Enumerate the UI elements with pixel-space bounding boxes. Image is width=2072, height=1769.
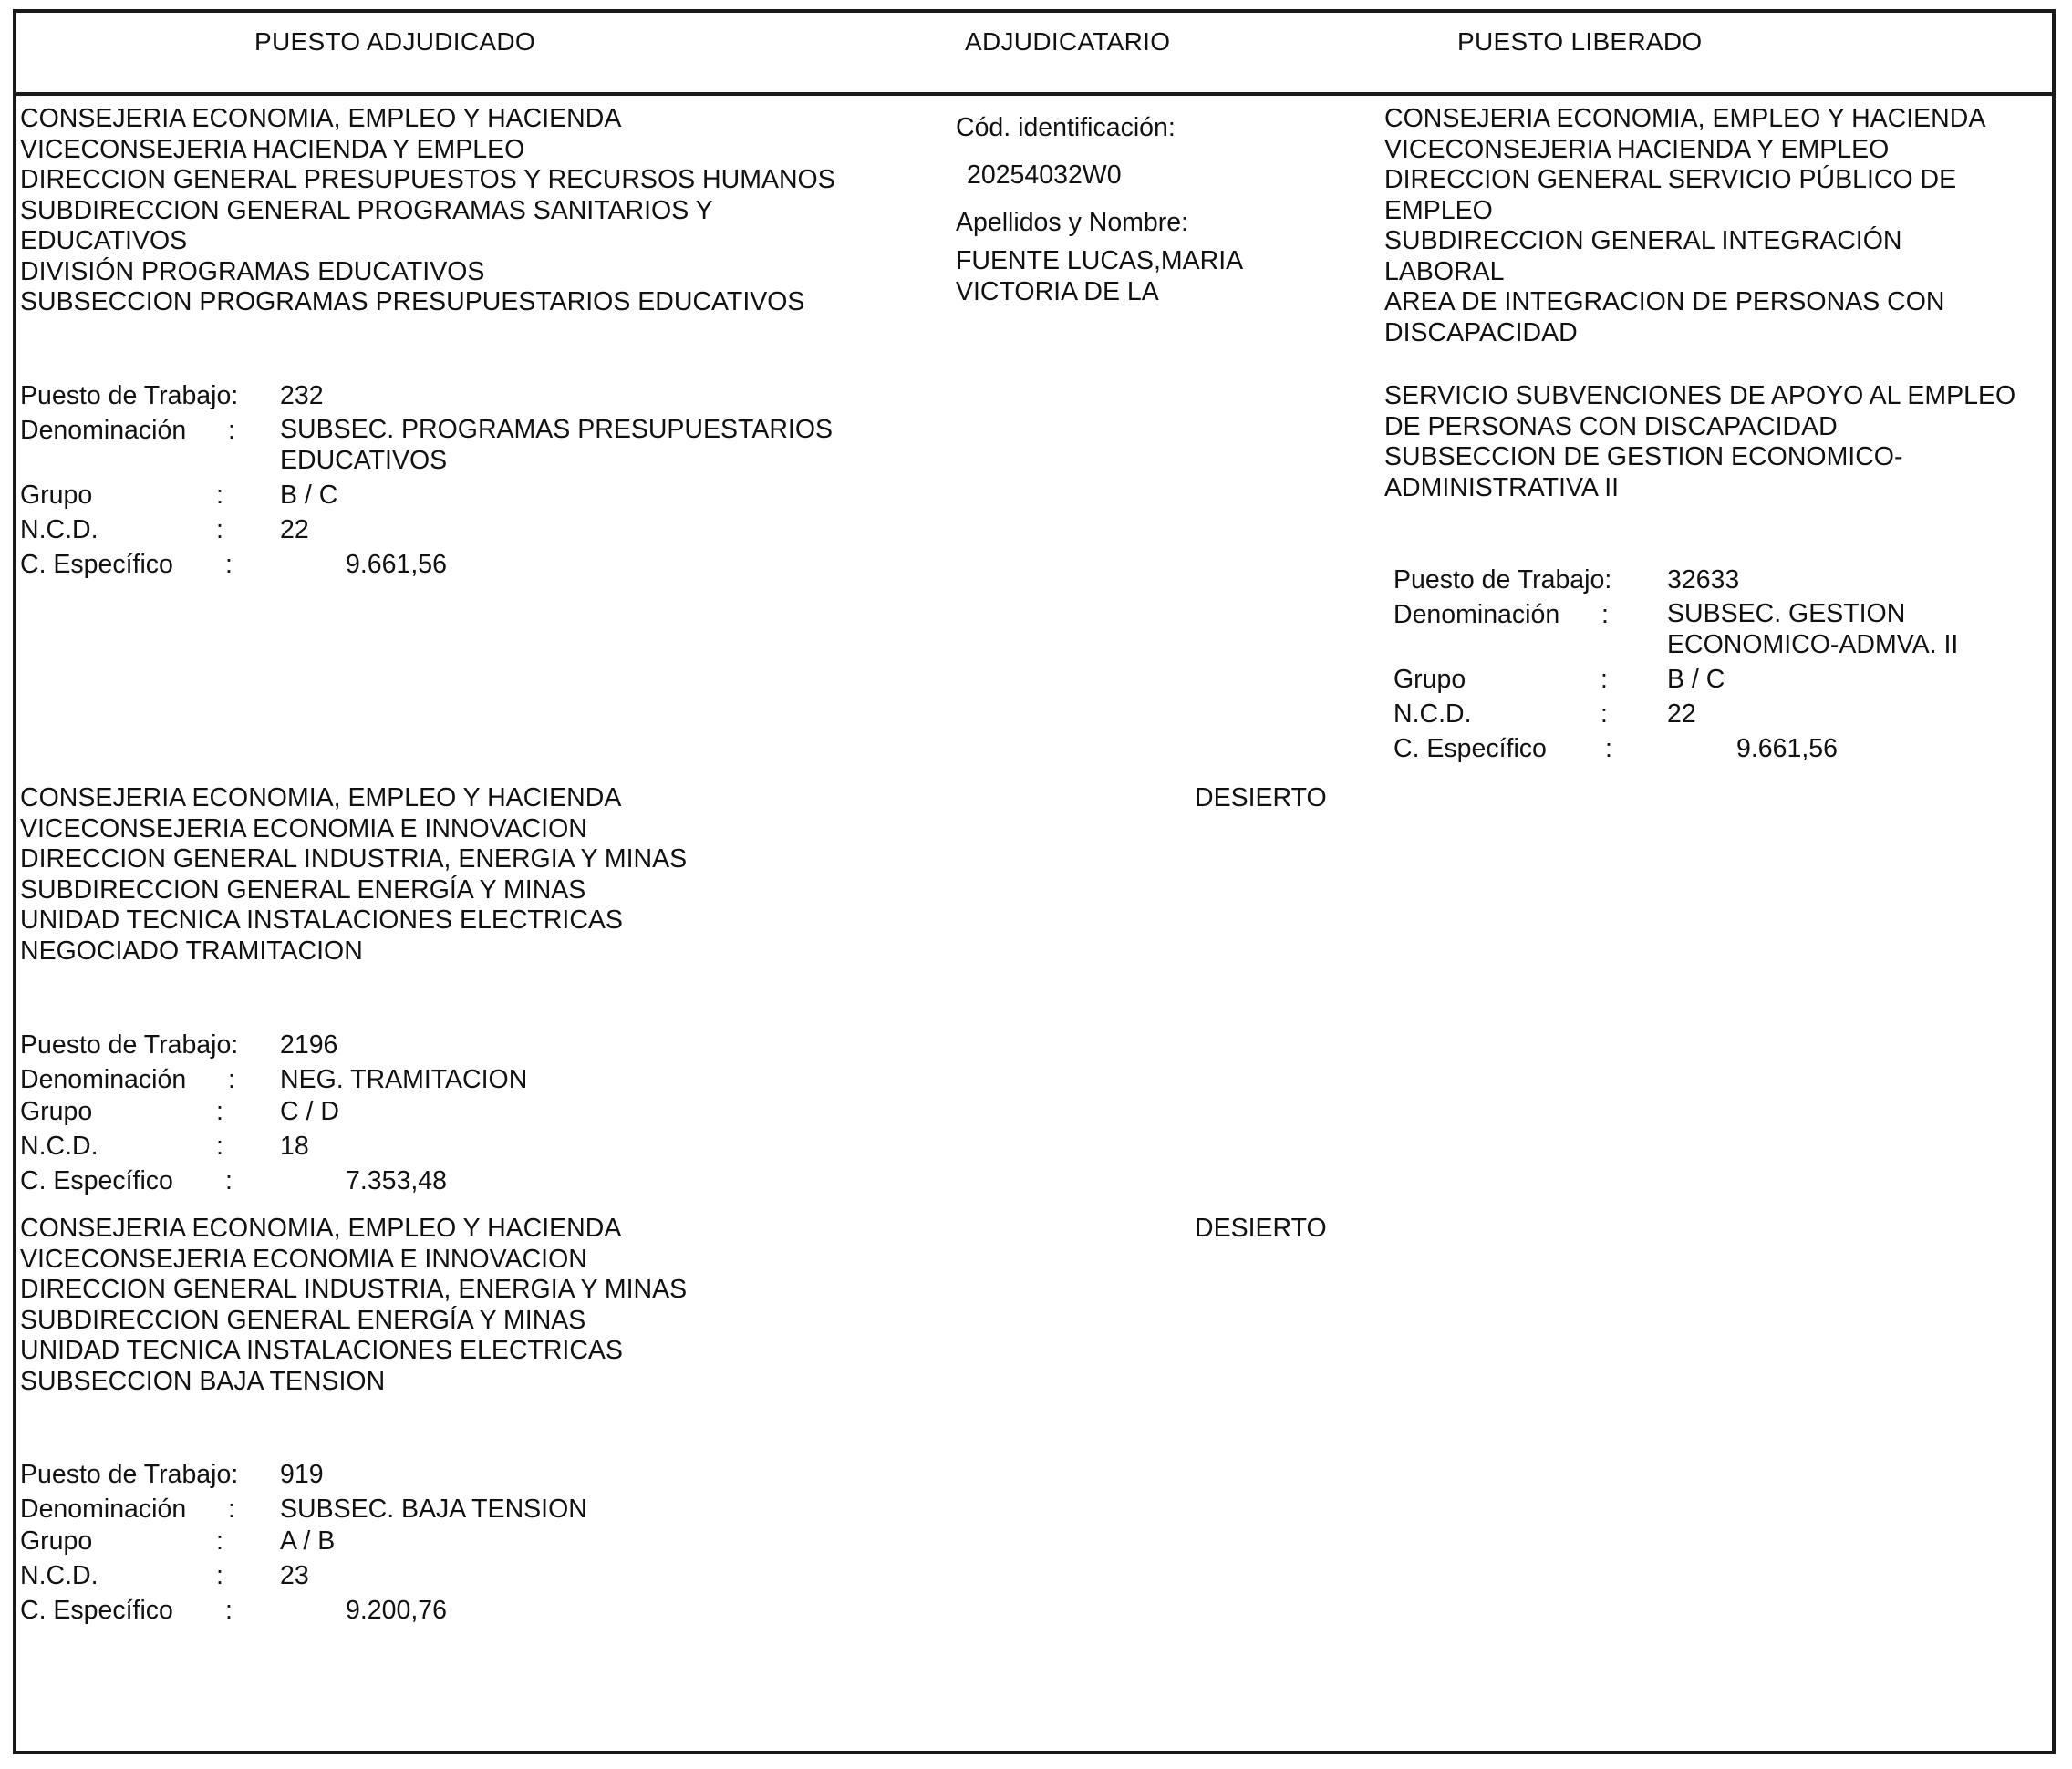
ncd-label: N.C.D. (20, 515, 98, 544)
org-line: SUBDIRECCION GENERAL ENERGÍA Y MINAS (20, 1305, 586, 1335)
org-line: ADMINISTRATIVA II (1384, 472, 1620, 502)
org-line: LABORAL (1384, 256, 1505, 286)
org-line: SERVICIO SUBVENCIONES DE APOYO AL EMPLEO (1384, 381, 2016, 410)
org-line: SUBDIRECCION GENERAL ENERGÍA Y MINAS (20, 874, 586, 905)
denominacion-label: Denominación (20, 1065, 187, 1094)
org-line: SUBSECCION PROGRAMAS PRESUPUESTARIOS EDUCATIVOS (20, 287, 805, 316)
org-line: DIRECCION GENERAL SERVICIO PÚBLICO DE (1384, 165, 1957, 194)
colon: : (216, 1561, 223, 1590)
colon: : (216, 1526, 223, 1556)
colon: : (225, 1166, 233, 1195)
org-line: SUBDIRECCION GENERAL PROGRAMAS SANITARIOS Y (20, 195, 713, 225)
grupo-label: Grupo (20, 1526, 93, 1556)
especifico-value: 9.661,56 (1736, 734, 1838, 763)
org-line: CONSEJERIA ECONOMIA, EMPLEO Y HACIENDA (20, 1214, 622, 1243)
grupo-label: Grupo (20, 1097, 93, 1126)
ncd-label: N.C.D. (1393, 699, 1472, 729)
header-puesto-liberado: PUESTO LIBERADO (1457, 27, 1703, 56)
colon: : (216, 1132, 223, 1161)
org-line: DIRECCION GENERAL PRESUPUESTOS Y RECURSOS HUMANOS (20, 165, 835, 194)
entry-2-status: DESIERTO (1195, 783, 1327, 812)
denominacion-label: Denominación (20, 416, 187, 445)
org-line: VICECONSEJERIA HACIENDA Y EMPLEO (1384, 134, 1890, 164)
especifico-value: 7.353,48 (346, 1166, 447, 1195)
org-line: DE PERSONAS CON DISCAPACIDAD (1384, 411, 1838, 441)
grupo-label: Grupo (1393, 665, 1466, 694)
grupo-value: B / C (280, 481, 338, 510)
org-line: SUBSECCION BAJA TENSION (20, 1366, 386, 1396)
ncd-value: 22 (1667, 699, 1696, 729)
especifico-label: C. Específico (20, 1166, 173, 1195)
puesto-label: Puesto de Trabajo: (20, 1030, 239, 1060)
org-line: DIVISIÓN PROGRAMAS EDUCATIVOS (20, 256, 485, 286)
denominacion-value (280, 413, 833, 476)
denominacion-value: SUBSEC. BAJA TENSION (280, 1495, 587, 1524)
org-line: DISCAPACIDAD (1384, 317, 1578, 347)
org-line: AREA DE INTEGRACION DE PERSONAS CON (1384, 287, 1945, 316)
denominacion-value (1667, 597, 1958, 660)
denominacion-label: Denominación (1393, 600, 1560, 629)
org-line: SUBSECCION DE GESTION ECONOMICO- (1384, 442, 1903, 471)
denominacion-value: NEG. TRAMITACION (280, 1065, 528, 1094)
denominacion-label: Denominación (20, 1495, 187, 1524)
cod-identificacion-label: Cód. identificación: (956, 113, 1176, 142)
grupo-value: A / B (280, 1526, 336, 1556)
org-line: SUBDIRECCION GENERAL INTEGRACIÓN (1384, 226, 1902, 255)
org-line: EMPLEO (1384, 195, 1493, 225)
denominacion-line: ECONOMICO-ADMVA. II (1667, 629, 1959, 659)
org-line: CONSEJERIA ECONOMIA, EMPLEO Y HACIENDA (1384, 104, 1986, 133)
puesto-value: 919 (280, 1460, 324, 1489)
header-adjudicatario: ADJUDICATARIO (965, 27, 1171, 56)
header-divider (13, 92, 2056, 96)
org-line: UNIDAD TECNICA INSTALACIONES ELECTRICAS (20, 905, 623, 935)
puesto-value: 32633 (1667, 565, 1740, 595)
especifico-label: C. Específico (20, 1596, 173, 1625)
ncd-value: 18 (280, 1132, 309, 1161)
entry-3-status: DESIERTO (1195, 1214, 1327, 1243)
apellidos-nombre-label: Apellidos y Nombre: (956, 208, 1189, 237)
especifico-label: C. Específico (20, 550, 173, 579)
denominacion-line: SUBSEC. PROGRAMAS PRESUPUESTARIOS (280, 415, 834, 444)
org-line: NEGOCIADO TRAMITACION (20, 936, 363, 966)
org-line: VICECONSEJERIA ECONOMIA E INNOVACION (20, 813, 587, 843)
cod-identificacion-value: 20254032W0 (967, 160, 1122, 190)
colon: : (228, 1495, 235, 1524)
colon: : (1601, 699, 1608, 729)
entry-1-org (20, 104, 835, 318)
ncd-label: N.C.D. (20, 1561, 98, 1590)
ncd-label: N.C.D. (20, 1132, 98, 1161)
header-puesto-adjudicado: PUESTO ADJUDICADO (254, 27, 535, 56)
org-line: VICECONSEJERIA HACIENDA Y EMPLEO (20, 134, 525, 164)
puesto-value: 2196 (280, 1030, 338, 1060)
especifico-value: 9.661,56 (346, 550, 447, 579)
org-line: CONSEJERIA ECONOMIA, EMPLEO Y HACIENDA (20, 104, 622, 133)
colon: : (1601, 665, 1608, 694)
colon: : (216, 481, 223, 510)
especifico-value: 9.200,76 (346, 1596, 447, 1625)
puesto-label: Puesto de Trabajo: (1393, 565, 1612, 595)
entry-2-org (20, 783, 687, 967)
ncd-value: 22 (280, 515, 309, 544)
denominacion-line: EDUCATIVOS (280, 445, 448, 475)
grupo-label: Grupo (20, 481, 93, 510)
grupo-value: C / D (280, 1097, 339, 1126)
colon: : (228, 416, 235, 445)
entry-3-org (20, 1214, 687, 1397)
colon: : (1601, 600, 1609, 629)
puesto-value: 232 (280, 381, 324, 410)
org-line: DIRECCION GENERAL INDUSTRIA, ENERGIA Y MINAS (20, 1275, 688, 1304)
liberado-org (1384, 104, 1985, 348)
especifico-label: C. Específico (1393, 734, 1547, 763)
org-line: DIRECCION GENERAL INDUSTRIA, ENERGIA Y MINAS (20, 844, 688, 874)
adjudicatario-nombre (956, 246, 1243, 307)
colon: : (225, 1596, 233, 1625)
colon: : (216, 515, 223, 544)
org-line: VICECONSEJERIA ECONOMIA E INNOVACION (20, 1244, 587, 1274)
colon: : (225, 550, 233, 579)
nombre-line: VICTORIA DE LA (956, 276, 1159, 306)
colon: : (228, 1065, 235, 1094)
grupo-value: B / C (1667, 665, 1725, 694)
colon: : (216, 1097, 223, 1126)
puesto-label: Puesto de Trabajo: (20, 381, 239, 410)
liberado-org-servicio (1384, 381, 2015, 503)
org-line: CONSEJERIA ECONOMIA, EMPLEO Y HACIENDA (20, 783, 622, 812)
puesto-label: Puesto de Trabajo: (20, 1460, 239, 1489)
org-line: EDUCATIVOS (20, 226, 188, 255)
denominacion-line: SUBSEC. GESTION (1667, 599, 1906, 628)
colon: : (1605, 734, 1612, 763)
nombre-line: FUENTE LUCAS,MARIA (956, 246, 1244, 275)
ncd-value: 23 (280, 1561, 309, 1590)
org-line: UNIDAD TECNICA INSTALACIONES ELECTRICAS (20, 1336, 623, 1365)
